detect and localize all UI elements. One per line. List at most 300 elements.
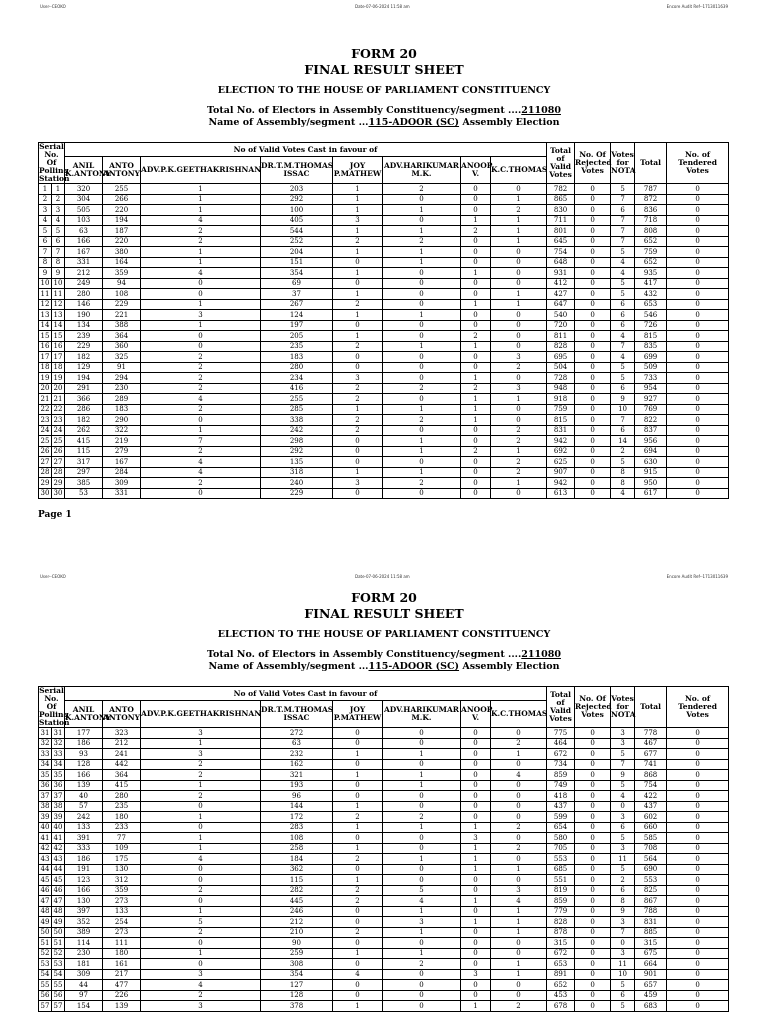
table-cell: 0 [383, 875, 461, 886]
table-cell: 564 [635, 854, 667, 865]
table-cell: 720 [547, 320, 575, 331]
table-cell: 4 [141, 268, 261, 279]
table-cell: 57 [39, 1001, 52, 1012]
table-cell: 6 [39, 236, 52, 247]
table-cell: 161 [103, 959, 141, 970]
table-row [39, 205, 729, 216]
table-cell: 0 [333, 728, 383, 739]
table-cell: 657 [635, 980, 667, 991]
results-table [38, 686, 729, 1012]
table-cell: 0 [461, 205, 491, 216]
table-cell: 0 [461, 236, 491, 247]
segment-line: Name of Assembly/segment ...115-ADOOR (SC) Assembly Election [208, 117, 560, 128]
table-cell: 825 [635, 885, 667, 896]
table-cell: 0 [461, 738, 491, 749]
header-tendered: No. of Tendered Votes [667, 687, 729, 728]
table-cell: 292 [261, 194, 333, 205]
table-cell: 7 [611, 415, 635, 426]
table-cell: 0 [575, 205, 611, 216]
table-cell: 652 [635, 257, 667, 268]
table-cell: 139 [65, 780, 103, 791]
table-cell: 8 [39, 257, 52, 268]
table-cell: 229 [65, 341, 103, 352]
table-cell: 204 [261, 247, 333, 258]
table-cell: 678 [547, 1001, 575, 1012]
table-cell: 412 [547, 278, 575, 289]
table-cell: 298 [261, 436, 333, 447]
table-cell: 540 [547, 310, 575, 321]
table-cell: 815 [635, 331, 667, 342]
results-body [39, 184, 729, 499]
audit-ref: Encore Audit Ref--1713011639 [666, 574, 728, 579]
table-cell: 10 [611, 404, 635, 415]
table-cell: 1 [333, 1001, 383, 1012]
table-cell: 0 [461, 885, 491, 896]
table-cell: 1 [461, 1001, 491, 1012]
table-cell: 0 [575, 352, 611, 363]
table-row [39, 278, 729, 289]
table-cell: 9 [611, 770, 635, 781]
table-cell: 2 [333, 927, 383, 938]
table-cell: 0 [667, 896, 729, 907]
table-row [39, 812, 729, 823]
table-cell: 1 [491, 478, 547, 489]
table-cell: 285 [261, 404, 333, 415]
table-cell: 0 [383, 738, 461, 749]
table-cell: 11 [52, 289, 65, 300]
table-cell: 2 [461, 226, 491, 237]
table-cell: 3 [333, 478, 383, 489]
table-cell: 39 [39, 812, 52, 823]
table-cell: 1 [383, 854, 461, 865]
table-cell: 954 [635, 383, 667, 394]
table-cell: 0 [461, 436, 491, 447]
table-cell: 0 [461, 749, 491, 760]
table-cell: 5 [611, 184, 635, 195]
table-cell: 5 [611, 749, 635, 760]
table-cell: 0 [461, 247, 491, 258]
table-cell: 0 [575, 875, 611, 886]
table-cell: 1 [491, 959, 547, 970]
table-cell: 2 [461, 383, 491, 394]
table-cell: 284 [103, 467, 141, 478]
table-cell: 1 [383, 822, 461, 833]
table-cell: 3 [333, 373, 383, 384]
table-cell: 0 [383, 864, 461, 875]
table-cell: 54 [52, 969, 65, 980]
table-cell: 6 [611, 383, 635, 394]
table-cell: 10 [52, 278, 65, 289]
table-row [39, 215, 729, 226]
table-cell: 0 [611, 938, 635, 949]
table-cell: 782 [547, 184, 575, 195]
table-cell: 0 [383, 457, 461, 468]
table-cell: 0 [575, 278, 611, 289]
table-cell: 0 [667, 289, 729, 300]
table-cell: 2 [39, 194, 52, 205]
table-cell: 30 [52, 488, 65, 499]
table-cell: 259 [261, 948, 333, 959]
table-cell: 36 [52, 780, 65, 791]
table-cell: 35 [52, 770, 65, 781]
table-cell: 801 [547, 226, 575, 237]
header-tendered: No. of Tendered Votes [667, 143, 729, 184]
table-cell: 1 [383, 310, 461, 321]
table-cell: 166 [65, 885, 103, 896]
electors-line: Total No. of Electors in Assembly Constituency/segment ....211080 [207, 105, 561, 116]
table-cell: 5 [383, 885, 461, 896]
table-cell: 2 [383, 959, 461, 970]
table-cell: 868 [635, 770, 667, 781]
table-cell: 16 [52, 341, 65, 352]
table-cell: 0 [667, 906, 729, 917]
table-cell: 0 [667, 759, 729, 770]
table-cell: 1 [461, 917, 491, 928]
table-cell: 45 [39, 875, 52, 886]
table-cell: 56 [52, 990, 65, 1001]
table-cell: 22 [52, 404, 65, 415]
result-sheet-page-2 [0, 544, 768, 1024]
table-cell: 166 [65, 236, 103, 247]
table-cell: 437 [635, 801, 667, 812]
table-cell: 0 [333, 906, 383, 917]
table-cell: 831 [635, 917, 667, 928]
table-cell: 2 [491, 457, 547, 468]
table-cell: 4 [141, 457, 261, 468]
table-row [39, 446, 729, 457]
table-cell: 0 [667, 885, 729, 896]
table-cell: 1 [141, 299, 261, 310]
table-cell: 100 [261, 205, 333, 216]
table-cell: 0 [461, 801, 491, 812]
header-rejected: No. Of Rejected Votes [575, 143, 611, 184]
table-cell: 837 [635, 425, 667, 436]
table-cell: 5 [611, 289, 635, 300]
table-cell: 653 [547, 959, 575, 970]
table-cell: 47 [39, 896, 52, 907]
table-cell: 0 [575, 331, 611, 342]
table-cell: 779 [547, 906, 575, 917]
header-candidate: ANIL K.ANTONY [65, 157, 103, 184]
table-cell: 0 [667, 948, 729, 959]
table-cell: 8 [611, 896, 635, 907]
table-cell: 0 [575, 425, 611, 436]
table-cell: 57 [52, 1001, 65, 1012]
table-cell: 711 [547, 215, 575, 226]
election-title: ELECTION TO THE HOUSE OF PARLIAMENT CONSTITUENCY [217, 85, 551, 96]
table-cell: 0 [667, 352, 729, 363]
table-cell: 4 [611, 791, 635, 802]
table-cell: 0 [383, 843, 461, 854]
table-cell: 8 [611, 478, 635, 489]
table-cell: 509 [635, 362, 667, 373]
table-cell: 31 [39, 728, 52, 739]
table-cell: 41 [52, 833, 65, 844]
table-cell: 0 [667, 194, 729, 205]
table-cell: 660 [635, 822, 667, 833]
table-cell: 197 [261, 320, 333, 331]
table-cell: 0 [461, 352, 491, 363]
table-cell: 15 [52, 331, 65, 342]
table-cell: 7 [52, 247, 65, 258]
table-cell: 205 [261, 331, 333, 342]
table-cell: 221 [103, 310, 141, 321]
table-cell: 0 [575, 299, 611, 310]
electors-line: Total No. of Electors in Assembly Constituency/segment ....211080 [207, 649, 561, 660]
print-metadata [0, 0, 768, 14]
table-cell: 0 [491, 310, 547, 321]
table-cell: 0 [667, 383, 729, 394]
table-cell: 29 [39, 478, 52, 489]
table-cell: 907 [547, 467, 575, 478]
table-cell: 1 [333, 843, 383, 854]
table-cell: 1 [383, 446, 461, 457]
table-cell: 927 [635, 394, 667, 405]
table-cell: 291 [65, 383, 103, 394]
header-total: Total [635, 143, 667, 184]
table-cell: 109 [103, 843, 141, 854]
header-rejected: No. Of Rejected Votes [575, 687, 611, 728]
table-row [39, 310, 729, 321]
audit-ref: Encore Audit Ref--1713011639 [666, 4, 728, 9]
table-cell: 2 [141, 383, 261, 394]
table-cell: 6 [611, 205, 635, 216]
table-cell: 705 [547, 843, 575, 854]
header-total-valid: Total of Valid Votes [547, 143, 575, 184]
table-cell: 0 [575, 488, 611, 499]
table-cell: 0 [575, 194, 611, 205]
table-row [39, 1001, 729, 1012]
table-cell: 258 [261, 843, 333, 854]
table-cell: 432 [635, 289, 667, 300]
table-cell: 0 [141, 875, 261, 886]
table-cell: 617 [635, 488, 667, 499]
table-cell: 297 [65, 467, 103, 478]
table-cell: 0 [667, 215, 729, 226]
table-cell: 0 [461, 770, 491, 781]
table-cell: 323 [103, 728, 141, 739]
table-cell: 0 [575, 917, 611, 928]
table-cell: 0 [461, 906, 491, 917]
table-cell: 234 [261, 373, 333, 384]
table-cell: 42 [52, 843, 65, 854]
table-cell: 0 [575, 226, 611, 237]
table-cell: 3 [611, 812, 635, 823]
header-candidate: ADV.P.K.GEETHAKRISHNAN [141, 701, 261, 728]
table-cell: 1 [383, 948, 461, 959]
table-cell: 17 [39, 352, 52, 363]
table-cell: 1 [491, 917, 547, 928]
table-cell: 5 [611, 864, 635, 875]
table-cell: 2 [333, 415, 383, 426]
table-cell: 11 [611, 959, 635, 970]
table-cell: 255 [261, 394, 333, 405]
table-cell: 808 [635, 226, 667, 237]
table-cell: 0 [333, 436, 383, 447]
table-cell: 0 [461, 990, 491, 1001]
table-cell: 57 [65, 801, 103, 812]
table-cell: 0 [383, 362, 461, 373]
table-cell: 915 [635, 467, 667, 478]
table-cell: 0 [667, 446, 729, 457]
table-cell: 828 [547, 917, 575, 928]
table-cell: 956 [635, 436, 667, 447]
table-row [39, 959, 729, 970]
table-cell: 2 [491, 738, 547, 749]
table-row [39, 843, 729, 854]
table-cell: 2 [611, 875, 635, 886]
table-cell: 0 [667, 425, 729, 436]
table-cell: 427 [547, 289, 575, 300]
print-date: Date-07-06-2024 11:58 am [355, 574, 410, 579]
table-cell: 29 [52, 478, 65, 489]
table-cell: 331 [65, 257, 103, 268]
table-cell: 1 [461, 415, 491, 426]
table-row [39, 320, 729, 331]
table-cell: 0 [491, 184, 547, 195]
table-cell: 417 [635, 278, 667, 289]
table-cell: 186 [65, 854, 103, 865]
table-cell: 415 [103, 780, 141, 791]
table-cell: 177 [65, 728, 103, 739]
table-cell: 34 [39, 759, 52, 770]
table-cell: 1 [461, 215, 491, 226]
table-cell: 28 [39, 467, 52, 478]
print-metadata [0, 570, 768, 584]
table-cell: 0 [333, 990, 383, 1001]
table-cell: 830 [547, 205, 575, 216]
table-cell: 1 [333, 205, 383, 216]
table-cell: 942 [547, 436, 575, 447]
table-cell: 5 [611, 247, 635, 258]
table-cell: 551 [547, 875, 575, 886]
table-cell: 0 [575, 980, 611, 991]
table-cell: 0 [333, 759, 383, 770]
table-cell: 0 [667, 478, 729, 489]
table-cell: 21 [52, 394, 65, 405]
table-cell: 728 [547, 373, 575, 384]
table-cell: 0 [383, 289, 461, 300]
table-cell: 0 [575, 843, 611, 854]
table-cell: 5 [611, 780, 635, 791]
table-cell: 280 [103, 791, 141, 802]
table-cell: 362 [261, 864, 333, 875]
table-cell: 49 [52, 917, 65, 928]
table-cell: 0 [333, 352, 383, 363]
table-cell: 13 [39, 310, 52, 321]
table-cell: 325 [103, 352, 141, 363]
table-cell: 22 [39, 404, 52, 415]
table-cell: 0 [491, 854, 547, 865]
table-cell: 2 [141, 352, 261, 363]
table-cell: 249 [65, 278, 103, 289]
table-cell: 1 [383, 927, 461, 938]
table-cell: 1 [333, 875, 383, 886]
table-cell: 1 [383, 226, 461, 237]
table-cell: 0 [141, 341, 261, 352]
table-cell: 1 [141, 194, 261, 205]
table-cell: 0 [333, 446, 383, 457]
table-row [39, 780, 729, 791]
table-cell: 230 [103, 383, 141, 394]
table-cell: 0 [491, 812, 547, 823]
table-cell: 3 [611, 917, 635, 928]
table-cell: 0 [575, 320, 611, 331]
table-cell: 0 [141, 896, 261, 907]
table-cell: 685 [547, 864, 575, 875]
table-cell: 5 [611, 1001, 635, 1012]
table-cell: 0 [667, 205, 729, 216]
table-cell: 0 [575, 749, 611, 760]
table-cell: 1 [461, 394, 491, 405]
table-cell: 1 [383, 436, 461, 447]
table-cell: 2 [491, 822, 547, 833]
table-cell: 55 [52, 980, 65, 991]
table-cell: 133 [103, 906, 141, 917]
table-cell: 664 [635, 959, 667, 970]
table-cell: 239 [65, 331, 103, 342]
table-cell: 280 [65, 289, 103, 300]
table-cell: 0 [667, 436, 729, 447]
table-cell: 0 [491, 791, 547, 802]
table-cell: 184 [261, 854, 333, 865]
table-cell: 1 [141, 780, 261, 791]
table-cell: 0 [383, 299, 461, 310]
table-cell: 0 [491, 404, 547, 415]
table-cell: 599 [547, 812, 575, 823]
table-cell: 0 [667, 341, 729, 352]
table-cell: 1 [461, 341, 491, 352]
table-cell: 4 [141, 467, 261, 478]
table-cell: 1 [333, 404, 383, 415]
table-cell: 9 [611, 394, 635, 405]
table-cell: 0 [461, 791, 491, 802]
table-row [39, 394, 729, 405]
table-cell: 1 [491, 226, 547, 237]
table-cell: 1 [333, 801, 383, 812]
table-cell: 2 [141, 373, 261, 384]
table-cell: 44 [52, 864, 65, 875]
table-cell: 360 [103, 341, 141, 352]
table-row [39, 331, 729, 342]
table-cell: 0 [667, 320, 729, 331]
table-cell: 273 [103, 896, 141, 907]
header-candidate: ADV.P.K.GEETHAKRISHNAN [141, 157, 261, 184]
table-cell: 28 [52, 467, 65, 478]
table-cell: 553 [635, 875, 667, 886]
table-cell: 15 [39, 331, 52, 342]
table-cell: 124 [261, 310, 333, 321]
table-cell: 4 [491, 770, 547, 781]
table-cell: 0 [141, 289, 261, 300]
table-cell: 3 [141, 728, 261, 739]
table-cell: 1 [333, 226, 383, 237]
table-cell: 0 [667, 457, 729, 468]
table-cell: 5 [52, 226, 65, 237]
table-cell: 647 [547, 299, 575, 310]
table-cell: 23 [39, 415, 52, 426]
table-cell: 9 [611, 906, 635, 917]
table-cell: 69 [261, 278, 333, 289]
table-cell: 0 [461, 289, 491, 300]
table-cell: 0 [575, 257, 611, 268]
table-cell: 354 [261, 969, 333, 980]
table-cell: 0 [667, 331, 729, 342]
header-candidate: DR.T.M.THOMAS ISSAC [261, 701, 333, 728]
header-candidate: ANOOP V. [461, 157, 491, 184]
table-row [39, 906, 729, 917]
table-cell: 103 [65, 215, 103, 226]
